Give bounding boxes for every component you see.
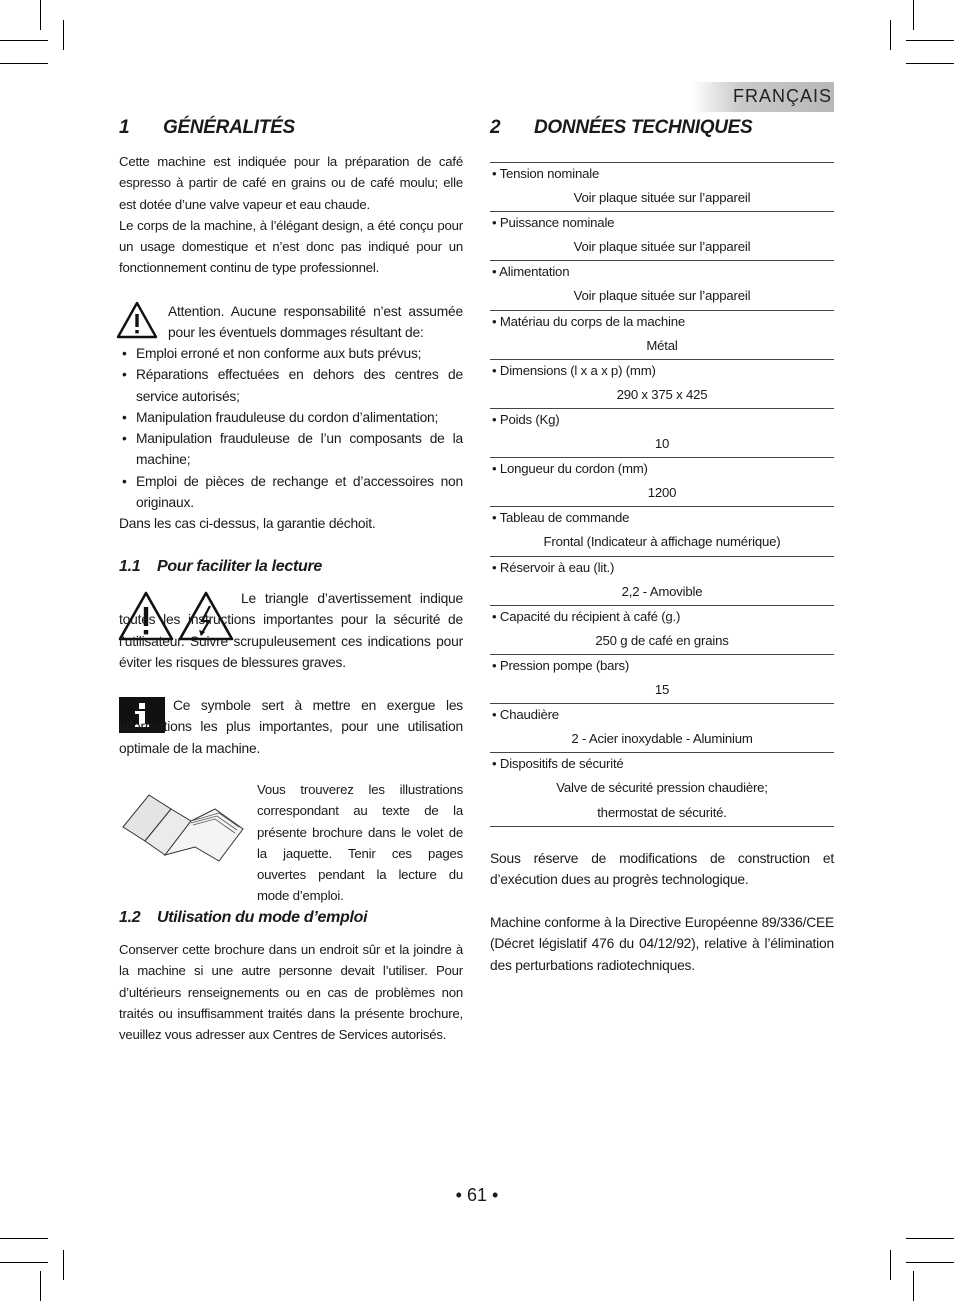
list-item: • Manipulation frauduleuse du cordon d’alimentation; bbox=[119, 407, 463, 428]
section-1-intro bbox=[119, 151, 463, 279]
crop-mark bbox=[906, 63, 954, 64]
spec-row: • Pression pompe (bars) 15 bbox=[490, 654, 834, 703]
spec-row: • Réservoir à eau (lit.) 2,2 - Amovible bbox=[490, 556, 834, 605]
crop-mark bbox=[906, 1262, 954, 1263]
spec-row: • Poids (Kg) 10 bbox=[490, 408, 834, 457]
crop-mark bbox=[0, 1238, 48, 1239]
booklet-explanation: Vous trouverez les illustrations correspondant au texte de la présente brochure dans le volet de la jaquette. Tenir ces pages ouvertes pendant la lecture du mode d’emploi. bbox=[257, 782, 463, 904]
section-1-2-text: Conserver cette brochure dans un endroit sûr et la joindre à la machine si une autre personne devait l’utiliser. Pour d’ultérieurs renseignements ou en cas de problèmes non traités ou insuffisamment traités dans la présente brochure, veuillez vous adresser aux Centres de Services autorisés. bbox=[119, 942, 463, 1043]
crop-mark bbox=[63, 20, 64, 50]
warranty-note: Dans les cas ci-dessus, la garantie déchoit. bbox=[119, 516, 376, 532]
list-item: • Emploi erroné et non conforme aux buts prévus; bbox=[119, 343, 463, 364]
spec-row: • Capacité du récipient à café (g.) 250 g de café en grains bbox=[490, 605, 834, 654]
crop-mark bbox=[890, 1250, 891, 1280]
crop-mark bbox=[0, 1262, 48, 1263]
warning-intro: Attention. Aucune responsabilité n’est assumée pour les éventuels dommages résultant de: bbox=[168, 304, 463, 341]
list-item: • Emploi de pièces de rechange et d’accessoires non originaux. bbox=[119, 471, 463, 514]
crop-mark bbox=[0, 63, 48, 64]
language-tab bbox=[691, 82, 834, 112]
spec-row-safety: • Dispositifs de sécurité Valve de sécurité pression chaudière; thermostat de sécurité. bbox=[490, 752, 834, 827]
list-item: • Manipulation frauduleuse de l’un composants de la machine; bbox=[119, 428, 463, 471]
directive-note: Machine conforme à la Directive Européenne 89/336/CEE (Décret législatif 476 du 04/12/92), relative à l’élimination des perturbations radiotechniques. bbox=[490, 915, 834, 973]
spec-row: • Alimentation Voir plaque située sur l’appareil bbox=[490, 260, 834, 309]
crop-mark bbox=[0, 40, 48, 41]
crop-mark bbox=[63, 1250, 64, 1280]
page-number: • 61 • bbox=[455, 1185, 499, 1205]
spec-row: • Tension nominale Voir plaque située sur l’appareil bbox=[490, 162, 834, 211]
intro-paragraph: Cette machine est indiquée pour la préparation de café espresso à partir de café en grains ou de café moulu; elle est dotée d’une valve vapeur et eau chaude. bbox=[119, 154, 463, 212]
spec-row: • Longueur du cordon (mm) 1200 bbox=[490, 457, 834, 506]
spec-row: • Matériau du corps de la machine Métal bbox=[490, 310, 834, 359]
section-1-1-heading: 1.1 Pour faciliter la lecture bbox=[119, 558, 323, 575]
spec-row: • Tableau de commande Frontal (Indicateur à affichage numérique) bbox=[490, 506, 834, 555]
warning-list bbox=[119, 343, 463, 535]
booklet-illustration bbox=[119, 785, 245, 865]
spec-row: • Chaudière 2 - Acier inoxydable - Aluminium bbox=[490, 703, 834, 752]
spec-table bbox=[490, 162, 834, 827]
crop-mark bbox=[913, 0, 914, 30]
crop-mark bbox=[890, 20, 891, 50]
spec-row: • Puissance nominale Voir plaque située sur l’appareil bbox=[490, 211, 834, 260]
warning-triangle-icon bbox=[115, 300, 159, 340]
modification-note: Sous réserve de modifications de construction et d’exécution dues au progrès technologique. bbox=[490, 851, 834, 888]
crop-mark bbox=[906, 40, 954, 41]
section-1-2-heading: 1.2 Utilisation du mode d’emploi bbox=[119, 909, 368, 926]
spec-row: • Dimensions (l x a x p) (mm) 290 x 375 x 425 bbox=[490, 359, 834, 408]
crop-mark bbox=[40, 1271, 41, 1301]
crop-mark bbox=[906, 1238, 954, 1239]
language-label: FRANÇAIS bbox=[732, 86, 832, 106]
triangle-explanation: Le triangle d’avertissement indique toutes les instructions importantes pour la sécurité de l’utilisateur. Suivre scrupuleusement ces indications pour éviter les risques de blessures graves. bbox=[119, 591, 463, 670]
section-2-heading: 2 DONNÉES TECHNIQUES bbox=[490, 117, 753, 138]
section-1-heading: 1 GÉNÉRALITÉS bbox=[119, 117, 295, 138]
crop-mark bbox=[913, 1271, 914, 1301]
crop-mark bbox=[40, 0, 41, 30]
list-item: • Réparations effectuées en dehors des centres de service autorisés; bbox=[119, 364, 463, 407]
info-explanation: Ce symbole sert à mettre en exergue les informations les plus importantes, pour une utilisation optimale de la machine. bbox=[119, 698, 463, 756]
intro-paragraph: Le corps de la machine, à l’élégant design, a été conçu pour un usage domestique et n’est donc pas indiqué pour un fonctionnement continu de type professionnel. bbox=[119, 217, 463, 276]
